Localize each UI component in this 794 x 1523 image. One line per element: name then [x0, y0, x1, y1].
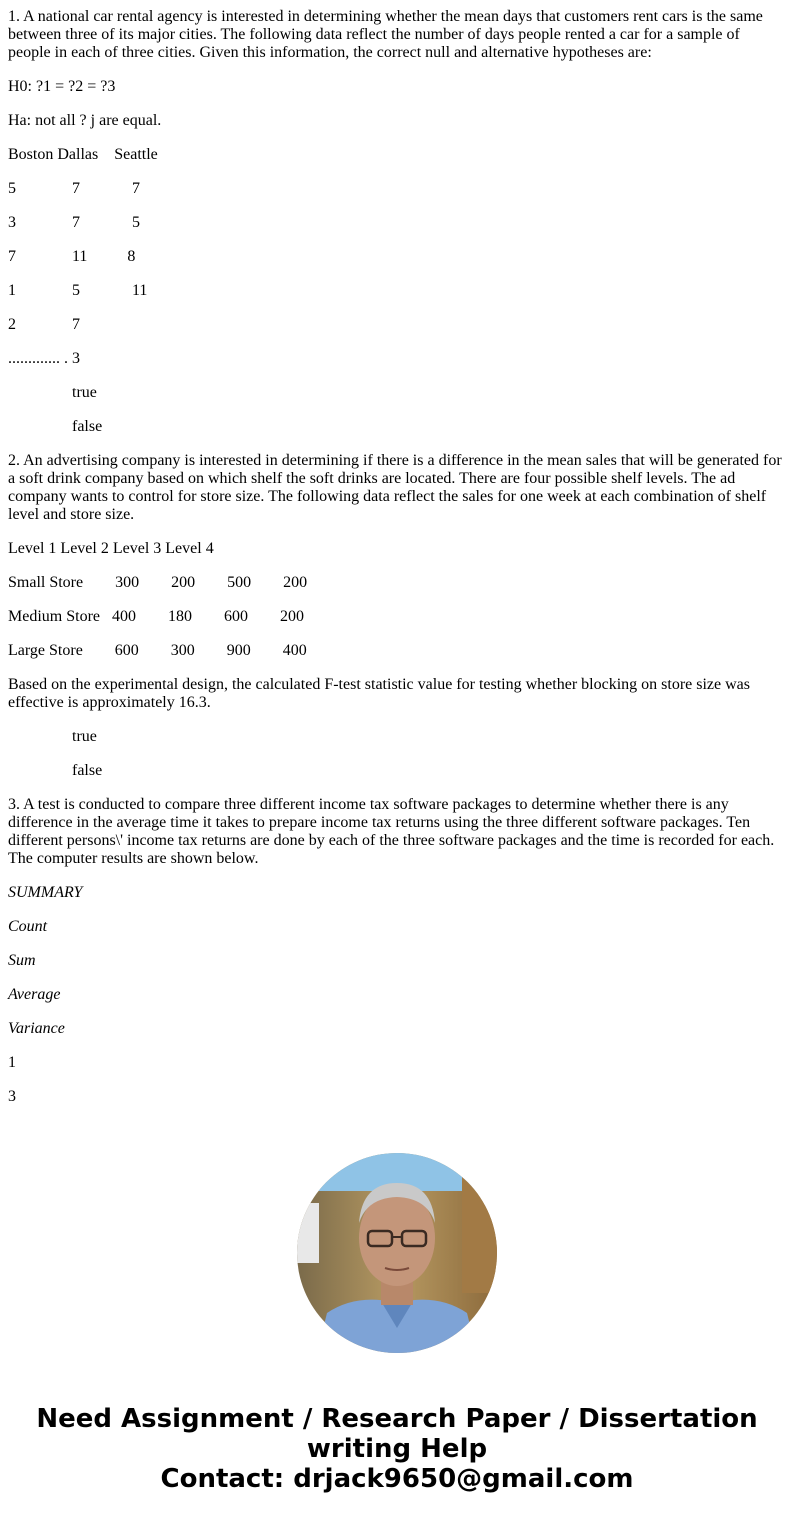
q1-table-header: Boston Dallas Seattle	[8, 146, 158, 163]
q1-table-row: 3 7 5	[8, 214, 140, 231]
q1-table-row: 2 7	[8, 316, 80, 333]
q2-statement: Based on the experimental design, the calculated F-test statistic value for testing whether blocking on store size was effective is approximately 16.3.	[8, 676, 755, 711]
q1-option-true: true	[72, 384, 97, 401]
q2-option-true: true	[72, 728, 97, 745]
q1-table-row: 7 11 8	[8, 248, 136, 265]
q1-table-row: ............. . 3	[8, 350, 80, 367]
q3-variance-label: Variance	[8, 1020, 65, 1037]
footer-line-2: writing Help	[306, 1434, 488, 1464]
q1-alt-hypothesis: Ha: not all ? j are equal.	[8, 112, 162, 129]
q2-text: 2. An advertising company is interested in determining if there is a difference in the mean sales that will be generated for a soft drink company based on which shelf the soft drinks are located. There are four possible shelf levels. The ad company wants to control for store size. The following data reflect the sales for one week at each combination of shelf level and store size.	[8, 452, 786, 523]
q1-table-row: 5 7 7	[8, 180, 140, 197]
q1-null-hypothesis: H0: ?1 = ?2 = ?3	[8, 78, 116, 95]
q1-option-false: false	[72, 418, 103, 435]
footer-line-1: Need Assignment / Research Paper / Dissertation	[36, 1404, 758, 1434]
q2-option-false: false	[72, 762, 103, 779]
q3-value: 3	[8, 1088, 16, 1105]
q3-count-label: Count	[8, 918, 48, 935]
q3-text: 3. A test is conducted to compare three different income tax software packages to determine whether there is any difference in the average time it takes to prepare income tax returns using the three different software packages. Ten different persons\' income tax returns are done by each of the three software packages and the time is recorded for each. The computer results are shown below.	[8, 796, 778, 867]
q2-table-row: Large Store 600 300 900 400	[8, 642, 307, 659]
tutor-avatar	[297, 1153, 497, 1353]
q3-summary-label: SUMMARY	[8, 884, 83, 901]
promo-footer	[0, 1404, 794, 1494]
q2-table-row: Small Store 300 200 500 200	[8, 574, 308, 591]
footer-contact: Contact: drjack9650@gmail.com	[160, 1464, 634, 1494]
q1-text: 1. A national car rental agency is interested in determining whether the mean days that customers rent cars is the same between three of its major cities. The following data reflect the number of days people rented a car for a sample of people in each of three cities. Given this information, the correct null and alternative hypotheses are:	[8, 8, 767, 61]
q3-value: 1	[8, 1054, 16, 1071]
tutor-portrait-image	[297, 1153, 497, 1353]
q1-table-row: 1 5 11	[8, 282, 148, 299]
q2-table-row: Medium Store 400 180 600 200	[8, 608, 304, 625]
document-body	[8, 8, 786, 1122]
q2-table-header: Level 1 Level 2 Level 3 Level 4	[8, 540, 214, 557]
q3-average-label: Average	[8, 986, 61, 1003]
q3-sum-label: Sum	[8, 952, 36, 969]
